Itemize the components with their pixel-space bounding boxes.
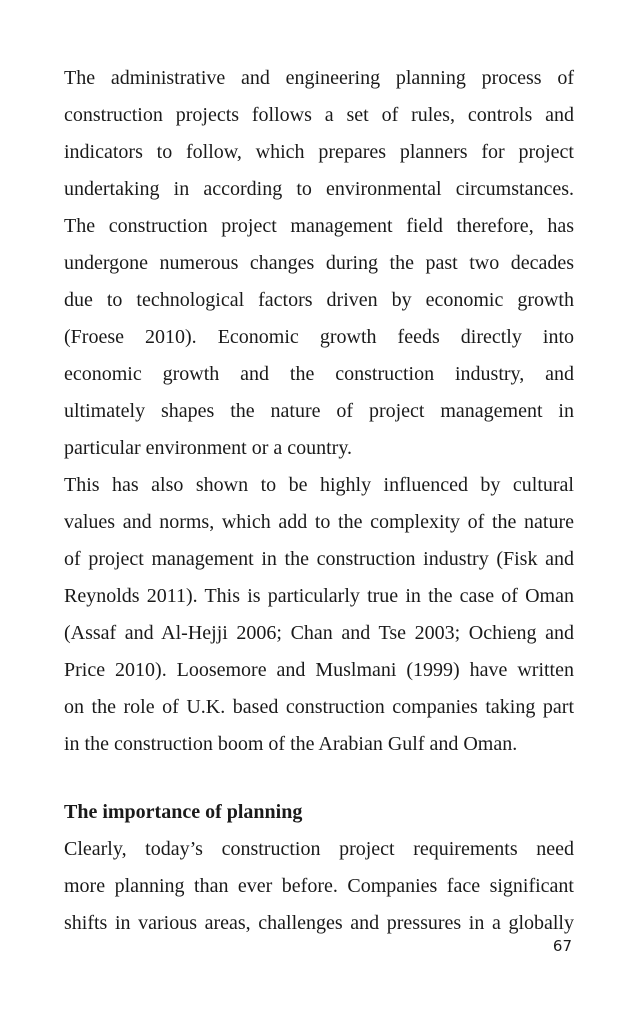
paragraph-2-line-3: of project management in the construction industry (Fisk and [64, 548, 574, 570]
paragraph-1-line-9: economic growth and the construction industry, and [64, 363, 574, 385]
paragraph-2-line-1: This has also shown to be highly influenced by cultural [64, 474, 574, 496]
paragraph-1-line-7: due to technological factors driven by economic growth [64, 289, 574, 311]
paragraph-1-line-1: The administrative and engineering planning process of [64, 67, 574, 89]
paragraph-2-line-5: (Assaf and Al-Hejji 2006; Chan and Tse 2003; Ochieng and [64, 622, 574, 644]
section-line-2: more planning than ever before. Companies face significant [64, 875, 574, 897]
paragraph-1-line-4: undertaking in according to environmental circumstances. [64, 178, 574, 200]
section-heading: The importance of planning [64, 801, 303, 823]
paragraph-2-line-4: Reynolds 2011). This is particularly true in the case of Oman [64, 585, 574, 607]
paragraph-2-line-6: Price 2010). Loosemore and Muslmani (1999) have written [64, 659, 574, 681]
paragraph-1-line-3: indicators to follow, which prepares planners for project [64, 141, 574, 163]
page-number: 67 [552, 937, 572, 955]
paragraph-1-line-10: ultimately shapes the nature of project management in [64, 400, 574, 422]
paragraph-2-line-7: on the role of U.K. based construction companies taking part [64, 696, 574, 718]
paragraph-1-line-5: The construction project management field therefore, has [64, 215, 574, 237]
paragraph-1-line-8: (Froese 2010). Economic growth feeds directly into [64, 326, 574, 348]
paragraph-1-line-6: undergone numerous changes during the past two decades [64, 252, 574, 274]
paragraph-1-line-2: construction projects follows a set of rules, controls and [64, 104, 574, 126]
paragraph-1-line-11: particular environment or a country. [64, 437, 353, 459]
paragraph-2-line-2: values and norms, which add to the complexity of the nature [64, 511, 574, 533]
section-line-1: Clearly, today’s construction project requirements need [64, 838, 574, 860]
section-line-3: shifts in various areas, challenges and pressures in a globally [64, 912, 574, 934]
paragraph-2-line-8: in the construction boom of the Arabian Gulf and Oman. [64, 733, 518, 755]
